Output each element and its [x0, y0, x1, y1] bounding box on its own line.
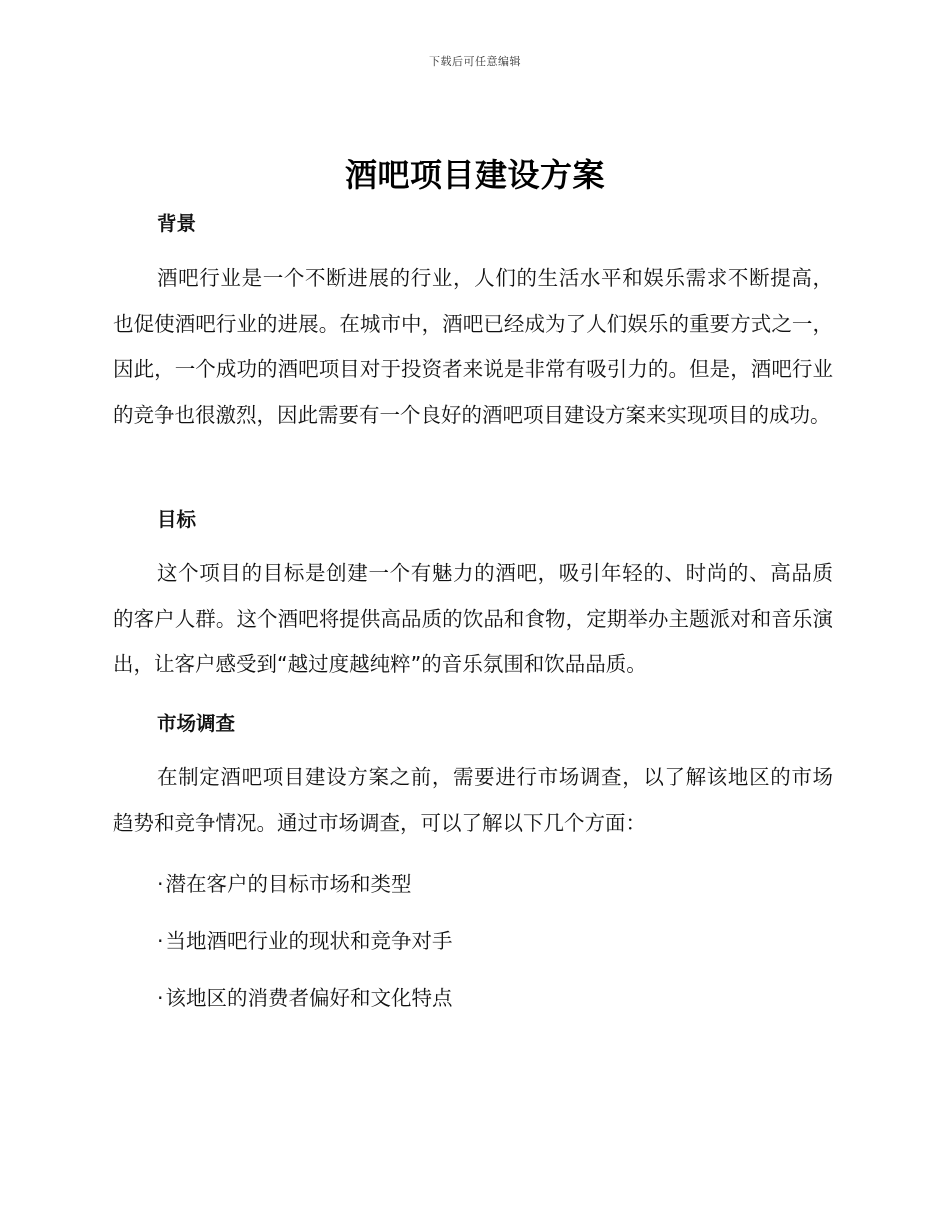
bullet-symbol: · [157, 872, 164, 896]
section-paragraph-background: 酒吧行业是一个不断进展的行业，人们的生活水平和娱乐需求不断提高，也促使酒吧行业的进展。在城市中，酒吧已经成为了人们娱乐的重要方式之一，因此，一个成功的酒吧项目对于投资者来说是非常有吸引力的。但是，酒吧行业的竞争也很激烈，因此需要有一个良好的酒吧项目建设方案来实现项目的成功。 [113, 266, 833, 427]
section-paragraph-market-research: 在制定酒吧项目建设方案之前，需要进行市场调查，以了解该地区的市场趋势和竞争情况。通过市场调查，可以了解以下几个方面： [113, 765, 833, 835]
document-title: 酒吧项目建设方案 [344, 156, 605, 194]
section-heading-goal: 目标 [157, 508, 197, 531]
list-item [157, 981, 453, 1011]
list-item-text: 该地区的消费者偏好和文化特点 [165, 986, 453, 1010]
list-item-text: 潜在客户的目标市场和类型 [165, 872, 412, 896]
bullet-symbol: · [157, 986, 164, 1010]
list-item [157, 924, 453, 954]
bullet-symbol: · [157, 929, 164, 953]
list-item [157, 867, 412, 897]
section-heading-background: 背景 [157, 212, 197, 235]
section-heading-market-research: 市场调查 [157, 712, 236, 735]
running-header: 下载后可任意编辑 [429, 55, 521, 68]
section-paragraph-goal: 这个项目的目标是创建一个有魅力的酒吧，吸引年轻的、时尚的、高品质的客户人群。这个酒吧将提供高品质的饮品和食物，定期举办主题派对和音乐演出，让客户感受到“越过度越纯粹”的音乐氛围和饮品品质。 [113, 561, 833, 676]
list-item-text: 当地酒吧行业的现状和竞争对手 [165, 929, 453, 953]
